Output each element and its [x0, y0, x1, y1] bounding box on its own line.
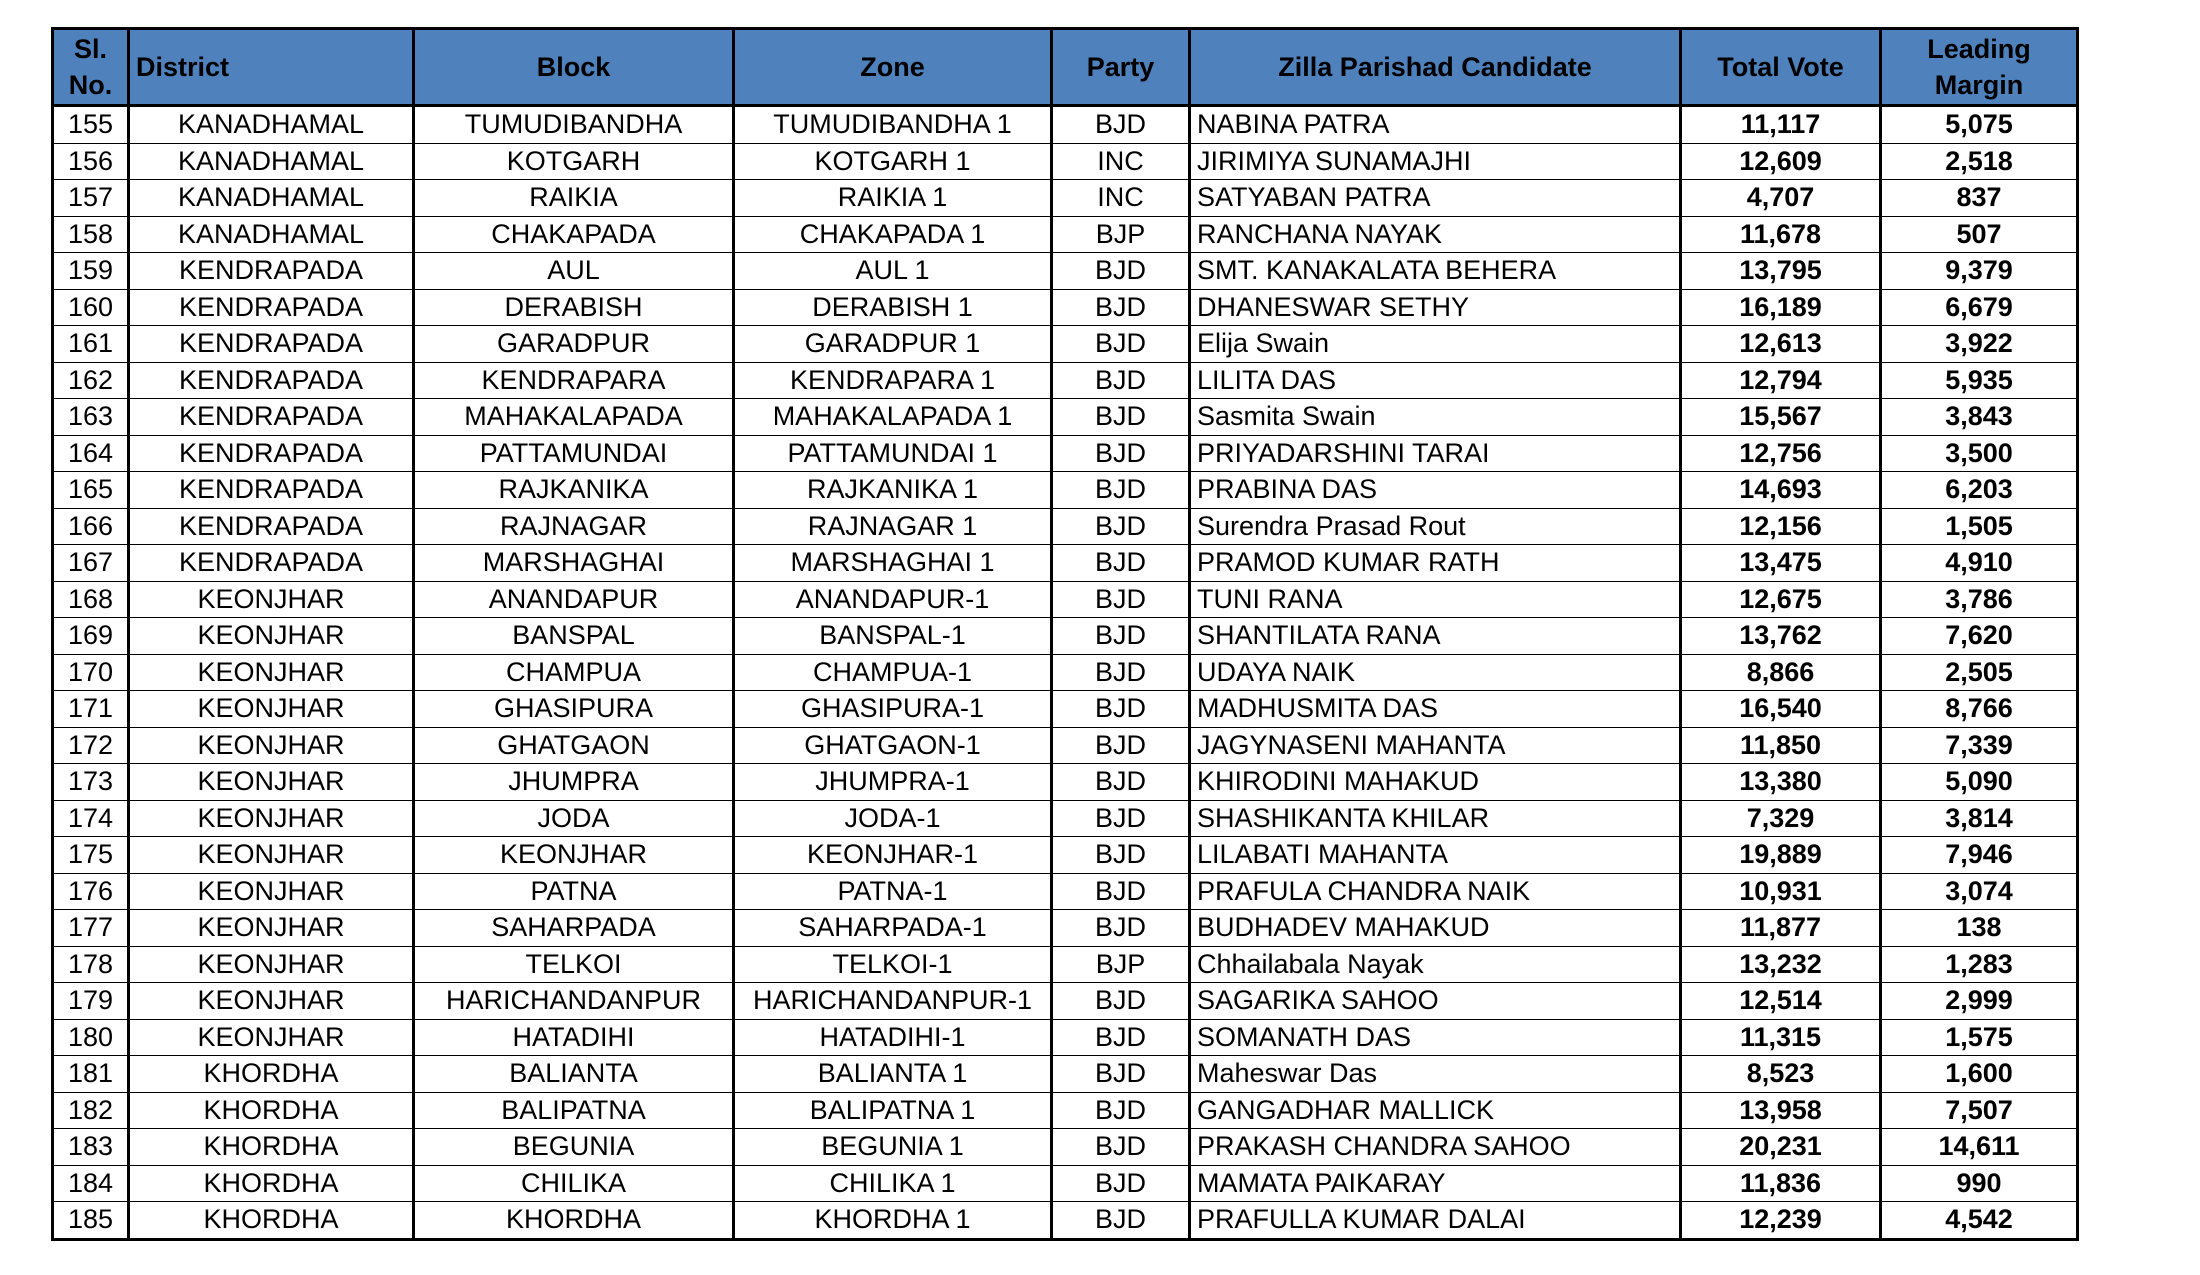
cell-candidate: PRAMOD KUMAR RATH — [1190, 545, 1681, 582]
cell-total-vote: 16,189 — [1681, 289, 1881, 326]
cell-candidate: PRABINA DAS — [1190, 472, 1681, 509]
table-row — [53, 764, 2078, 801]
cell-zone: CHILIKA 1 — [734, 1165, 1052, 1202]
cell-party: BJD — [1052, 289, 1190, 326]
table-row — [53, 253, 2078, 290]
cell-leading-margin: 5,935 — [1881, 362, 2078, 399]
table-row — [53, 180, 2078, 217]
cell-block: GARADPUR — [414, 326, 734, 363]
cell-candidate: SHASHIKANTA KHILAR — [1190, 800, 1681, 837]
cell-block: KOTGARH — [414, 143, 734, 180]
cell-party: BJD — [1052, 691, 1190, 728]
cell-block: PATNA — [414, 873, 734, 910]
header-total-vote: Total Vote — [1681, 29, 1881, 106]
cell-leading-margin: 7,339 — [1881, 727, 2078, 764]
header-candidate: Zilla Parishad Candidate — [1190, 29, 1681, 106]
cell-candidate: Maheswar Das — [1190, 1056, 1681, 1093]
table-row — [53, 910, 2078, 947]
cell-total-vote: 13,232 — [1681, 946, 1881, 983]
cell-candidate: PRIYADARSHINI TARAI — [1190, 435, 1681, 472]
cell-sl-no: 166 — [53, 508, 129, 545]
results-sheet — [51, 27, 2076, 1241]
cell-district: KEONJHAR — [129, 800, 414, 837]
cell-block: RAJNAGAR — [414, 508, 734, 545]
cell-sl-no: 172 — [53, 727, 129, 764]
cell-leading-margin: 8,766 — [1881, 691, 2078, 728]
header-party: Party — [1052, 29, 1190, 106]
cell-sl-no: 177 — [53, 910, 129, 947]
cell-district: KANADHAMAL — [129, 143, 414, 180]
cell-sl-no: 176 — [53, 873, 129, 910]
cell-district: KEONJHAR — [129, 837, 414, 874]
cell-total-vote: 11,850 — [1681, 727, 1881, 764]
cell-leading-margin: 3,843 — [1881, 399, 2078, 436]
table-row — [53, 1202, 2078, 1240]
cell-sl-no: 181 — [53, 1056, 129, 1093]
cell-party: INC — [1052, 180, 1190, 217]
cell-zone: CHAMPUA-1 — [734, 654, 1052, 691]
cell-candidate: Chhailabala Nayak — [1190, 946, 1681, 983]
cell-sl-no: 164 — [53, 435, 129, 472]
cell-zone: KEONJHAR-1 — [734, 837, 1052, 874]
cell-leading-margin: 6,679 — [1881, 289, 2078, 326]
cell-zone: KHORDHA 1 — [734, 1202, 1052, 1240]
cell-block: ANANDAPUR — [414, 581, 734, 618]
cell-total-vote: 10,931 — [1681, 873, 1881, 910]
table-row — [53, 727, 2078, 764]
cell-block: MARSHAGHAI — [414, 545, 734, 582]
cell-candidate: SMT. KANAKALATA BEHERA — [1190, 253, 1681, 290]
cell-zone: PATTAMUNDAI 1 — [734, 435, 1052, 472]
cell-total-vote: 12,239 — [1681, 1202, 1881, 1240]
cell-district: KHORDHA — [129, 1129, 414, 1166]
cell-candidate: GANGADHAR MALLICK — [1190, 1092, 1681, 1129]
cell-sl-no: 160 — [53, 289, 129, 326]
cell-zone: KENDRAPARA 1 — [734, 362, 1052, 399]
cell-block: TUMUDIBANDHA — [414, 106, 734, 144]
table-row — [53, 435, 2078, 472]
cell-candidate: DHANESWAR SETHY — [1190, 289, 1681, 326]
cell-leading-margin: 4,542 — [1881, 1202, 2078, 1240]
cell-district: KENDRAPADA — [129, 472, 414, 509]
cell-block: PATTAMUNDAI — [414, 435, 734, 472]
cell-candidate: BUDHADEV MAHAKUD — [1190, 910, 1681, 947]
cell-district: KEONJHAR — [129, 910, 414, 947]
cell-block: HATADIHI — [414, 1019, 734, 1056]
cell-zone: KOTGARH 1 — [734, 143, 1052, 180]
cell-leading-margin: 1,283 — [1881, 946, 2078, 983]
cell-zone: MARSHAGHAI 1 — [734, 545, 1052, 582]
table-row — [53, 1092, 2078, 1129]
cell-zone: GHASIPURA-1 — [734, 691, 1052, 728]
cell-party: BJD — [1052, 837, 1190, 874]
cell-block: BALIPATNA — [414, 1092, 734, 1129]
cell-party: BJD — [1052, 654, 1190, 691]
cell-zone: ANANDAPUR-1 — [734, 581, 1052, 618]
cell-block: AUL — [414, 253, 734, 290]
cell-district: KHORDHA — [129, 1092, 414, 1129]
cell-total-vote: 13,475 — [1681, 545, 1881, 582]
table-row — [53, 837, 2078, 874]
cell-sl-no: 165 — [53, 472, 129, 509]
cell-candidate: RANCHANA NAYAK — [1190, 216, 1681, 253]
table-row — [53, 399, 2078, 436]
table-body — [53, 106, 2078, 1240]
cell-zone: RAJNAGAR 1 — [734, 508, 1052, 545]
cell-party: BJD — [1052, 508, 1190, 545]
cell-party: BJD — [1052, 1056, 1190, 1093]
table-row — [53, 216, 2078, 253]
cell-party: BJD — [1052, 983, 1190, 1020]
cell-total-vote: 11,877 — [1681, 910, 1881, 947]
cell-total-vote: 15,567 — [1681, 399, 1881, 436]
cell-district: KHORDHA — [129, 1202, 414, 1240]
cell-zone: BALIPATNA 1 — [734, 1092, 1052, 1129]
cell-total-vote: 12,675 — [1681, 581, 1881, 618]
cell-party: BJD — [1052, 764, 1190, 801]
cell-leading-margin: 2,999 — [1881, 983, 2078, 1020]
table-row — [53, 1129, 2078, 1166]
cell-leading-margin: 9,379 — [1881, 253, 2078, 290]
cell-zone: TELKOI-1 — [734, 946, 1052, 983]
cell-leading-margin: 3,074 — [1881, 873, 2078, 910]
table-row — [53, 873, 2078, 910]
table-row — [53, 691, 2078, 728]
table-row — [53, 946, 2078, 983]
cell-leading-margin: 138 — [1881, 910, 2078, 947]
cell-total-vote: 13,958 — [1681, 1092, 1881, 1129]
cell-total-vote: 12,756 — [1681, 435, 1881, 472]
cell-candidate: PRAFULA CHANDRA NAIK — [1190, 873, 1681, 910]
cell-district: KENDRAPADA — [129, 508, 414, 545]
cell-total-vote: 12,613 — [1681, 326, 1881, 363]
cell-party: BJD — [1052, 106, 1190, 144]
cell-zone: JHUMPRA-1 — [734, 764, 1052, 801]
cell-sl-no: 163 — [53, 399, 129, 436]
cell-sl-no: 170 — [53, 654, 129, 691]
cell-candidate: SATYABAN PATRA — [1190, 180, 1681, 217]
header-row — [53, 29, 2078, 106]
cell-total-vote: 20,231 — [1681, 1129, 1881, 1166]
header-district: District — [129, 29, 414, 106]
header-sl-no: Sl. No. — [53, 29, 129, 106]
table-row — [53, 143, 2078, 180]
cell-leading-margin: 837 — [1881, 180, 2078, 217]
cell-leading-margin: 1,600 — [1881, 1056, 2078, 1093]
table-row — [53, 106, 2078, 144]
cell-sl-no: 174 — [53, 800, 129, 837]
cell-sl-no: 179 — [53, 983, 129, 1020]
cell-sl-no: 158 — [53, 216, 129, 253]
cell-zone: DERABISH 1 — [734, 289, 1052, 326]
cell-candidate: Surendra Prasad Rout — [1190, 508, 1681, 545]
election-results-table — [51, 27, 2079, 1241]
table-row — [53, 983, 2078, 1020]
cell-district: KEONJHAR — [129, 946, 414, 983]
cell-party: BJD — [1052, 1092, 1190, 1129]
cell-block: BALIANTA — [414, 1056, 734, 1093]
cell-sl-no: 178 — [53, 946, 129, 983]
cell-zone: RAIKIA 1 — [734, 180, 1052, 217]
cell-district: KENDRAPADA — [129, 289, 414, 326]
cell-sl-no: 171 — [53, 691, 129, 728]
cell-zone: GARADPUR 1 — [734, 326, 1052, 363]
cell-sl-no: 173 — [53, 764, 129, 801]
cell-block: CHAKAPADA — [414, 216, 734, 253]
cell-zone: RAJKANIKA 1 — [734, 472, 1052, 509]
cell-total-vote: 8,523 — [1681, 1056, 1881, 1093]
cell-sl-no: 157 — [53, 180, 129, 217]
cell-party: BJD — [1052, 545, 1190, 582]
cell-sl-no: 167 — [53, 545, 129, 582]
cell-leading-margin: 5,090 — [1881, 764, 2078, 801]
table-row — [53, 581, 2078, 618]
cell-sl-no: 184 — [53, 1165, 129, 1202]
cell-sl-no: 168 — [53, 581, 129, 618]
cell-leading-margin: 1,505 — [1881, 508, 2078, 545]
cell-total-vote: 12,514 — [1681, 983, 1881, 1020]
cell-sl-no: 183 — [53, 1129, 129, 1166]
cell-party: BJD — [1052, 1202, 1190, 1240]
cell-candidate: PRAFULLA KUMAR DALAI — [1190, 1202, 1681, 1240]
cell-candidate: SAGARIKA SAHOO — [1190, 983, 1681, 1020]
cell-candidate: MAMATA PAIKARAY — [1190, 1165, 1681, 1202]
cell-district: KANADHAMAL — [129, 180, 414, 217]
table-row — [53, 618, 2078, 655]
cell-zone: TUMUDIBANDHA 1 — [734, 106, 1052, 144]
cell-block: GHATGAON — [414, 727, 734, 764]
cell-total-vote: 12,156 — [1681, 508, 1881, 545]
table-row — [53, 545, 2078, 582]
table-row — [53, 289, 2078, 326]
table-row — [53, 1056, 2078, 1093]
cell-district: KENDRAPADA — [129, 253, 414, 290]
cell-leading-margin: 3,814 — [1881, 800, 2078, 837]
table-row — [53, 326, 2078, 363]
cell-leading-margin: 5,075 — [1881, 106, 2078, 144]
cell-candidate: SOMANATH DAS — [1190, 1019, 1681, 1056]
cell-party: BJD — [1052, 435, 1190, 472]
cell-party: BJD — [1052, 1019, 1190, 1056]
cell-candidate: MADHUSMITA DAS — [1190, 691, 1681, 728]
cell-zone: AUL 1 — [734, 253, 1052, 290]
cell-block: RAIKIA — [414, 180, 734, 217]
cell-total-vote: 14,693 — [1681, 472, 1881, 509]
cell-party: INC — [1052, 143, 1190, 180]
cell-leading-margin: 2,505 — [1881, 654, 2078, 691]
cell-total-vote: 11,678 — [1681, 216, 1881, 253]
table-row — [53, 362, 2078, 399]
cell-leading-margin: 4,910 — [1881, 545, 2078, 582]
cell-total-vote: 13,380 — [1681, 764, 1881, 801]
cell-party: BJD — [1052, 399, 1190, 436]
cell-party: BJD — [1052, 1165, 1190, 1202]
cell-district: KENDRAPADA — [129, 435, 414, 472]
cell-zone: HARICHANDANPUR-1 — [734, 983, 1052, 1020]
header-block: Block — [414, 29, 734, 106]
cell-block: KHORDHA — [414, 1202, 734, 1240]
table-row — [53, 1019, 2078, 1056]
cell-total-vote: 11,836 — [1681, 1165, 1881, 1202]
cell-block: HARICHANDANPUR — [414, 983, 734, 1020]
cell-total-vote: 12,794 — [1681, 362, 1881, 399]
cell-sl-no: 156 — [53, 143, 129, 180]
cell-block: GHASIPURA — [414, 691, 734, 728]
cell-party: BJD — [1052, 472, 1190, 509]
cell-sl-no: 162 — [53, 362, 129, 399]
cell-block: KENDRAPARA — [414, 362, 734, 399]
cell-block: CHAMPUA — [414, 654, 734, 691]
cell-block: JODA — [414, 800, 734, 837]
cell-district: KHORDHA — [129, 1056, 414, 1093]
cell-zone: BALIANTA 1 — [734, 1056, 1052, 1093]
cell-block: SAHARPADA — [414, 910, 734, 947]
cell-district: KEONJHAR — [129, 727, 414, 764]
cell-district: KEONJHAR — [129, 618, 414, 655]
cell-sl-no: 155 — [53, 106, 129, 144]
cell-candidate: UDAYA NAIK — [1190, 654, 1681, 691]
cell-party: BJP — [1052, 946, 1190, 983]
cell-party: BJD — [1052, 873, 1190, 910]
cell-zone: JODA-1 — [734, 800, 1052, 837]
cell-party: BJD — [1052, 910, 1190, 947]
cell-total-vote: 8,866 — [1681, 654, 1881, 691]
cell-zone: MAHAKALAPADA 1 — [734, 399, 1052, 436]
cell-party: BJD — [1052, 618, 1190, 655]
cell-district: KENDRAPADA — [129, 326, 414, 363]
cell-leading-margin: 7,946 — [1881, 837, 2078, 874]
cell-block: KEONJHAR — [414, 837, 734, 874]
cell-block: JHUMPRA — [414, 764, 734, 801]
cell-leading-margin: 7,620 — [1881, 618, 2078, 655]
cell-zone: BEGUNIA 1 — [734, 1129, 1052, 1166]
cell-leading-margin: 7,507 — [1881, 1092, 2078, 1129]
cell-district: KEONJHAR — [129, 983, 414, 1020]
table-row — [53, 508, 2078, 545]
cell-leading-margin: 990 — [1881, 1165, 2078, 1202]
cell-total-vote: 4,707 — [1681, 180, 1881, 217]
table-row — [53, 800, 2078, 837]
cell-zone: CHAKAPADA 1 — [734, 216, 1052, 253]
cell-leading-margin: 2,518 — [1881, 143, 2078, 180]
cell-candidate: PRAKASH CHANDRA SAHOO — [1190, 1129, 1681, 1166]
cell-party: BJD — [1052, 253, 1190, 290]
cell-district: KEONJHAR — [129, 873, 414, 910]
cell-party: BJD — [1052, 581, 1190, 618]
cell-leading-margin: 3,500 — [1881, 435, 2078, 472]
cell-total-vote: 7,329 — [1681, 800, 1881, 837]
cell-total-vote: 11,117 — [1681, 106, 1881, 144]
cell-candidate: LILABATI MAHANTA — [1190, 837, 1681, 874]
cell-block: CHILIKA — [414, 1165, 734, 1202]
cell-district: KENDRAPADA — [129, 545, 414, 582]
cell-candidate: TUNI RANA — [1190, 581, 1681, 618]
table-row — [53, 1165, 2078, 1202]
cell-total-vote: 16,540 — [1681, 691, 1881, 728]
cell-total-vote: 11,315 — [1681, 1019, 1881, 1056]
cell-block: MAHAKALAPADA — [414, 399, 734, 436]
cell-leading-margin: 6,203 — [1881, 472, 2078, 509]
header-leading-margin: Leading Margin — [1881, 29, 2078, 106]
cell-total-vote: 12,609 — [1681, 143, 1881, 180]
cell-sl-no: 161 — [53, 326, 129, 363]
cell-total-vote: 13,762 — [1681, 618, 1881, 655]
cell-candidate: JAGYNASENI MAHANTA — [1190, 727, 1681, 764]
cell-block: TELKOI — [414, 946, 734, 983]
cell-block: BANSPAL — [414, 618, 734, 655]
cell-candidate: NABINA PATRA — [1190, 106, 1681, 144]
cell-district: KANADHAMAL — [129, 106, 414, 144]
cell-candidate: LILITA DAS — [1190, 362, 1681, 399]
cell-party: BJD — [1052, 326, 1190, 363]
cell-district: KEONJHAR — [129, 654, 414, 691]
cell-zone: SAHARPADA-1 — [734, 910, 1052, 947]
cell-sl-no: 182 — [53, 1092, 129, 1129]
cell-candidate: Elija Swain — [1190, 326, 1681, 363]
cell-candidate: Sasmita Swain — [1190, 399, 1681, 436]
cell-district: KEONJHAR — [129, 764, 414, 801]
cell-party: BJD — [1052, 362, 1190, 399]
cell-block: RAJKANIKA — [414, 472, 734, 509]
cell-sl-no: 185 — [53, 1202, 129, 1240]
cell-total-vote: 13,795 — [1681, 253, 1881, 290]
cell-district: KANADHAMAL — [129, 216, 414, 253]
cell-candidate: SHANTILATA RANA — [1190, 618, 1681, 655]
cell-district: KEONJHAR — [129, 691, 414, 728]
cell-leading-margin: 3,922 — [1881, 326, 2078, 363]
cell-zone: HATADIHI-1 — [734, 1019, 1052, 1056]
cell-zone: BANSPAL-1 — [734, 618, 1052, 655]
cell-leading-margin: 14,611 — [1881, 1129, 2078, 1166]
cell-total-vote: 19,889 — [1681, 837, 1881, 874]
cell-block: DERABISH — [414, 289, 734, 326]
cell-party: BJD — [1052, 727, 1190, 764]
cell-sl-no: 175 — [53, 837, 129, 874]
cell-sl-no: 180 — [53, 1019, 129, 1056]
cell-leading-margin: 507 — [1881, 216, 2078, 253]
cell-party: BJD — [1052, 800, 1190, 837]
header-zone: Zone — [734, 29, 1052, 106]
cell-district: KENDRAPADA — [129, 399, 414, 436]
cell-candidate: KHIRODINI MAHAKUD — [1190, 764, 1681, 801]
cell-district: KEONJHAR — [129, 1019, 414, 1056]
cell-zone: PATNA-1 — [734, 873, 1052, 910]
cell-zone: GHATGAON-1 — [734, 727, 1052, 764]
cell-district: KEONJHAR — [129, 581, 414, 618]
cell-block: BEGUNIA — [414, 1129, 734, 1166]
table-row — [53, 654, 2078, 691]
cell-party: BJD — [1052, 1129, 1190, 1166]
cell-sl-no: 159 — [53, 253, 129, 290]
cell-sl-no: 169 — [53, 618, 129, 655]
cell-leading-margin: 1,575 — [1881, 1019, 2078, 1056]
cell-leading-margin: 3,786 — [1881, 581, 2078, 618]
cell-candidate: JIRIMIYA SUNAMAJHI — [1190, 143, 1681, 180]
cell-party: BJP — [1052, 216, 1190, 253]
cell-district: KHORDHA — [129, 1165, 414, 1202]
cell-district: KENDRAPADA — [129, 362, 414, 399]
table-row — [53, 472, 2078, 509]
